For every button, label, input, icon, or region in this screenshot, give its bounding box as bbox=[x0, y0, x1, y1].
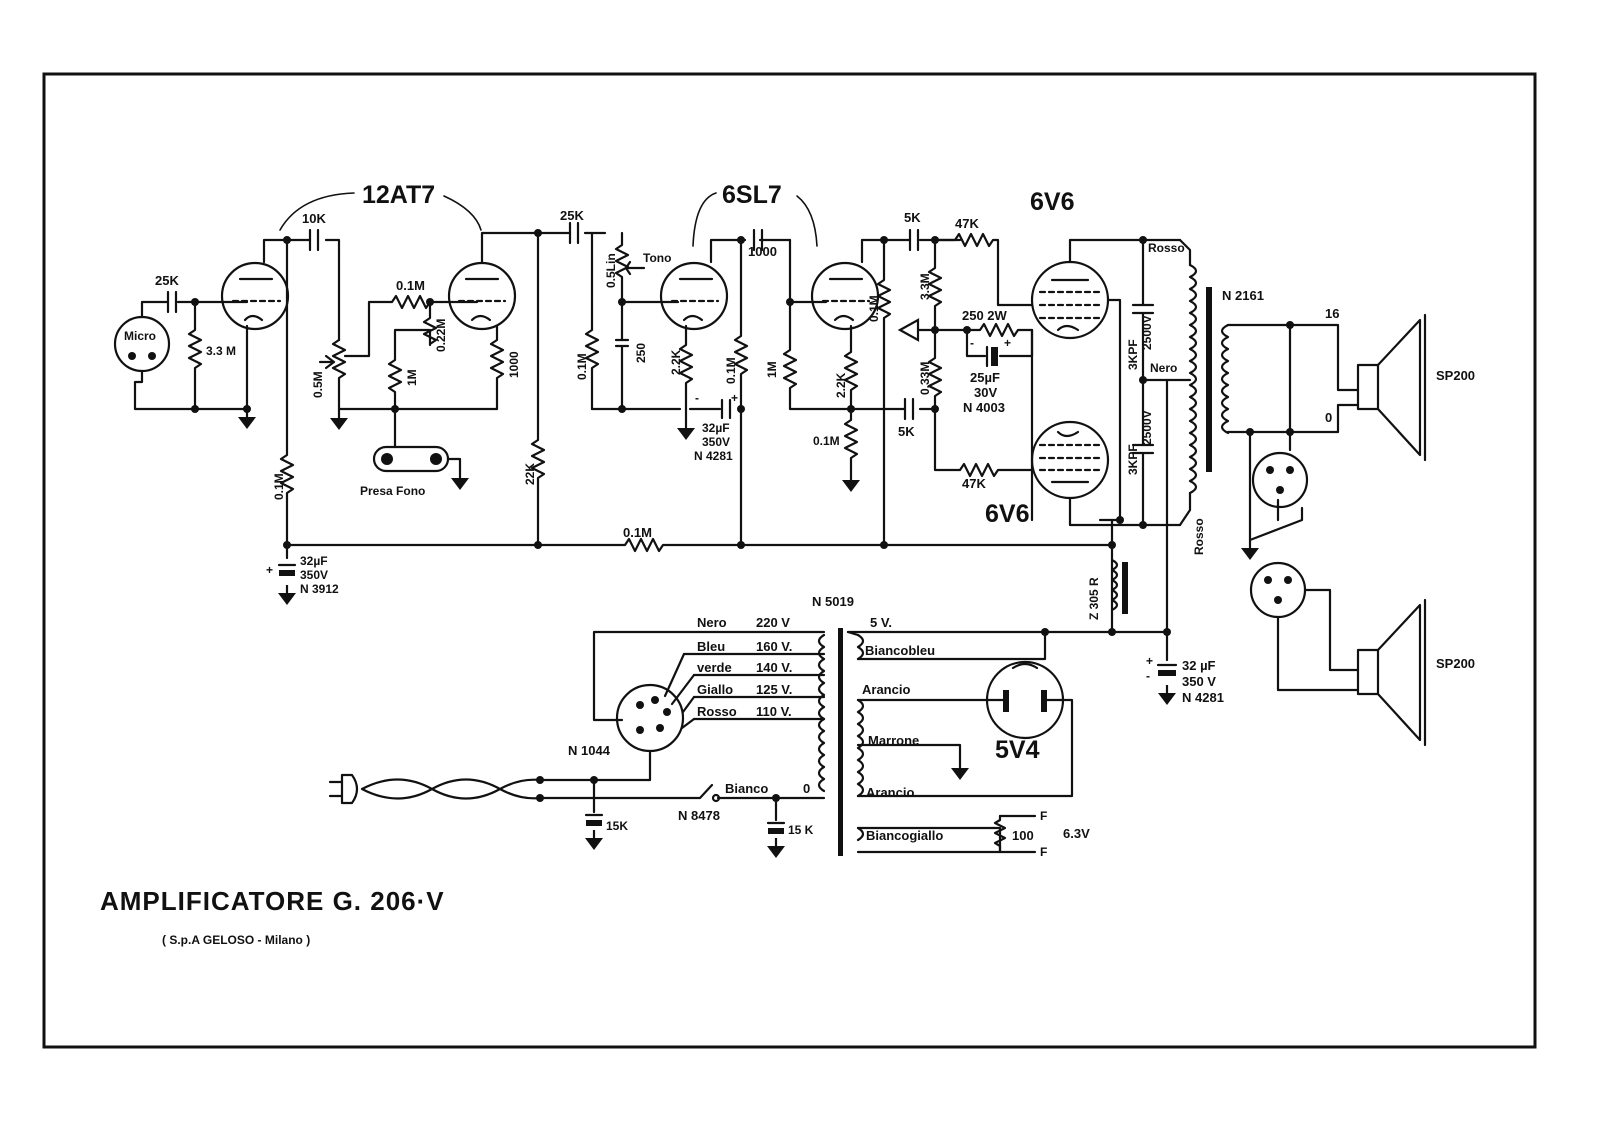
tap-bianco-v: 0 bbox=[803, 781, 811, 796]
cap-1000-label: 1000 bbox=[748, 244, 777, 259]
speaker-2-label: SP200 bbox=[1436, 656, 1476, 671]
tube-v1a bbox=[222, 263, 288, 329]
cap-5k-b-label: 5K bbox=[898, 424, 915, 439]
pot-0-5m-label: 0.5M bbox=[311, 371, 325, 398]
ground-symbol bbox=[451, 470, 469, 490]
cap-3kpf-a-volts: 2500V bbox=[1140, 315, 1154, 350]
ground-symbol bbox=[767, 838, 785, 858]
tube-6sl7-label: 6SL7 bbox=[722, 181, 782, 209]
line-filter-cap-a bbox=[586, 815, 602, 826]
cap-25k-b-label: 25K bbox=[560, 208, 584, 223]
plate-load-22k bbox=[532, 233, 544, 545]
filter-cap bbox=[1146, 654, 1176, 683]
tap-verde: verde bbox=[697, 660, 732, 675]
res-0-22m-label: 0.22M bbox=[434, 318, 448, 352]
grid-resistor-3-3m bbox=[189, 302, 201, 409]
res-0-1m-c-label: 0.1M bbox=[575, 353, 589, 380]
cap-32uf-b-volts: 350V bbox=[702, 435, 731, 449]
svg-text:-: - bbox=[1146, 669, 1150, 683]
res-2-2k-b-label: 2.2K bbox=[834, 372, 848, 398]
v1b-plate-wire bbox=[482, 233, 605, 262]
svg-text:+: + bbox=[1146, 654, 1154, 668]
speaker-2 bbox=[1358, 600, 1425, 745]
heater-f1: F bbox=[1040, 809, 1048, 823]
tap-giallo-v: 125 V. bbox=[756, 682, 793, 697]
sec-biancogiallo: Biancogiallo bbox=[866, 828, 944, 843]
v1a-plate-wire bbox=[264, 240, 339, 340]
decoupling-cap-2 bbox=[690, 391, 738, 418]
res-0-1m-d-label: 0.1M bbox=[724, 357, 738, 384]
res-250-2w-label: 250 2W bbox=[962, 308, 1007, 323]
filter-choke bbox=[1112, 560, 1128, 614]
speaker-socket-b bbox=[1251, 563, 1305, 617]
ot-secondary-wires bbox=[1228, 325, 1358, 520]
ot-out-0: 0 bbox=[1325, 410, 1333, 425]
res-1000-label: 1000 bbox=[507, 351, 521, 378]
ground-symbol bbox=[238, 409, 256, 429]
svg-text:-: - bbox=[970, 336, 974, 350]
ot-rosso-top: Rosso bbox=[1148, 241, 1185, 255]
res-1m-a-label: 1M bbox=[405, 369, 419, 386]
heater-f2: F bbox=[1040, 845, 1048, 859]
tube-12at7-label: 12AT7 bbox=[362, 181, 436, 209]
tube-v2a bbox=[661, 263, 727, 329]
cap-10k-label: 10K bbox=[302, 211, 326, 226]
ground-symbol bbox=[1158, 685, 1176, 705]
b-plus-rail bbox=[287, 539, 1112, 551]
svg-text:-: - bbox=[695, 391, 699, 405]
grid-stopper-47k-b bbox=[935, 409, 1032, 476]
power-transformer bbox=[819, 628, 863, 856]
svg-text:+: + bbox=[1004, 336, 1012, 350]
tap-bianco: Bianco bbox=[725, 781, 769, 796]
cap-3kpf-b-label: 3KPF bbox=[1126, 444, 1140, 475]
tap-bleu: Bleu bbox=[697, 639, 726, 654]
res-0-1m-e-label: 0.1M bbox=[867, 295, 881, 322]
cathode-bypass-cap bbox=[970, 336, 1011, 366]
res-100-label: 100 bbox=[1012, 828, 1034, 843]
cap-32uf-a-volts: 350V bbox=[300, 568, 329, 582]
speaker-1-label: SP200 bbox=[1436, 368, 1476, 383]
cap-filter-volts: 350 V bbox=[1182, 674, 1216, 689]
cap-filter-label: 32 µF bbox=[1182, 658, 1216, 673]
tap-rosso-v: 110 V. bbox=[756, 704, 792, 719]
micro-label: Micro bbox=[124, 329, 157, 343]
res-47k-b-label: 47K bbox=[962, 476, 986, 491]
cap-3kpf-a-label: 3KPF bbox=[1126, 339, 1140, 370]
cap-25uf-label: 25µF bbox=[970, 370, 1000, 385]
v1b-cathode-1000 bbox=[491, 326, 503, 409]
tube-v3 bbox=[1032, 262, 1108, 338]
ground-symbol bbox=[677, 420, 695, 440]
output-transformer-ref: N 2161 bbox=[1222, 288, 1264, 303]
plate-load-0-1m-v2b bbox=[878, 240, 890, 545]
tube-5v4-label: 5V4 bbox=[995, 736, 1040, 764]
tube-v1b bbox=[449, 263, 515, 329]
tube-6v6-a-label: 6V6 bbox=[1030, 188, 1075, 216]
coupling-cap-10k bbox=[310, 230, 318, 250]
choke-label: Z 305 R bbox=[1087, 577, 1101, 620]
res-0-1m-a-label: 0.1M bbox=[396, 278, 425, 293]
cap-5k-a-label: 5K bbox=[904, 210, 921, 225]
cap-3kpf-b-volts: 2500V bbox=[1140, 410, 1154, 445]
sec-marrone: Marrone bbox=[868, 733, 920, 748]
svg-text:+: + bbox=[731, 391, 739, 405]
cap-32uf-b-label: 32µF bbox=[702, 421, 730, 435]
tube-6sl7-arrow-b bbox=[797, 196, 817, 246]
wiper-to-v1b bbox=[345, 296, 477, 356]
res-1m-b-label: 1M bbox=[765, 361, 779, 378]
res-3-3m-label: 3.3 M bbox=[206, 344, 237, 358]
tone-label: Tono bbox=[643, 251, 672, 265]
cap-32uf-a-ref: N 3912 bbox=[300, 582, 339, 596]
bias-arrow bbox=[900, 320, 918, 340]
res-0-1m-label: 0.1M bbox=[272, 473, 286, 500]
input-coupling-cap bbox=[168, 292, 176, 312]
res-47k-a-label: 47K bbox=[955, 216, 979, 231]
res-0-1m-f-label: 0.1M bbox=[813, 434, 840, 448]
tap-verde-v: 140 V. bbox=[756, 660, 793, 675]
cap-32uf-a-label: 32µF bbox=[300, 554, 328, 568]
sec-arancio-1: Arancio bbox=[862, 682, 911, 697]
ground-symbol bbox=[1241, 540, 1259, 560]
cathode-resistor-250 bbox=[967, 324, 1032, 336]
ground-symbol bbox=[842, 472, 860, 492]
res-0-1m-line-label: 0.1M bbox=[623, 525, 652, 540]
ot-nero: Nero bbox=[1150, 361, 1178, 375]
tube-6sl7-arrow-a bbox=[693, 193, 716, 246]
phono-label: Presa Fono bbox=[360, 484, 426, 498]
coupling-cap-5k-b bbox=[905, 399, 913, 419]
decoupling-cap-1 bbox=[266, 563, 295, 577]
diagram-title: AMPLIFICATORE G. 206·V bbox=[100, 886, 445, 916]
tap-nero: Nero bbox=[697, 615, 727, 630]
tube-v4 bbox=[1032, 422, 1108, 498]
selector-ref: N 1044 bbox=[568, 743, 610, 758]
power-transformer-ref: N 5019 bbox=[812, 594, 854, 609]
ot-out-16: 16 bbox=[1325, 306, 1340, 321]
tap-rosso: Rosso bbox=[697, 704, 737, 719]
speaker-1 bbox=[1358, 315, 1425, 460]
cap-250-label: 250 bbox=[634, 342, 648, 363]
speaker-socket-a bbox=[1253, 453, 1307, 507]
tap-bleu-v: 160 V. bbox=[756, 639, 793, 654]
cap-25uf-ref: N 4003 bbox=[963, 400, 1005, 415]
switch-ref: N 8478 bbox=[678, 808, 720, 823]
cap-15k-b-label: 15 K bbox=[788, 823, 814, 837]
cap-filter-ref: N 4281 bbox=[1182, 690, 1224, 705]
mains-plug bbox=[330, 775, 540, 803]
ot-rosso-bottom: Rosso bbox=[1192, 518, 1206, 555]
tap-giallo: Giallo bbox=[697, 682, 734, 697]
tube-12at7-arrow-b bbox=[444, 196, 481, 230]
heater-voltage: 6.3V bbox=[1063, 826, 1090, 841]
v2b-cathode-0-1m bbox=[845, 409, 857, 472]
ground-symbol bbox=[585, 830, 603, 850]
cap-25uf-volts: 30V bbox=[974, 385, 998, 400]
cap-25k-label: 25K bbox=[155, 273, 179, 288]
manufacturer-note: ( S.p.A GELOSO - Milano ) bbox=[162, 933, 311, 947]
coupling-cap-5k-a bbox=[910, 230, 918, 250]
sec-5v-label: 5 V. bbox=[870, 615, 892, 630]
coupling-cap-25k bbox=[570, 223, 578, 243]
voltage-selector[interactable] bbox=[617, 685, 683, 751]
ground-symbol bbox=[330, 410, 348, 430]
sec-arancio-2: Arancio bbox=[866, 785, 915, 800]
grid-stopper-47k-a bbox=[935, 234, 1032, 305]
ground-symbol bbox=[278, 585, 296, 605]
line-filter-cap-b bbox=[768, 823, 784, 834]
tube-6v6-b-label: 6V6 bbox=[985, 500, 1030, 528]
phono-socket bbox=[374, 447, 448, 471]
cap-32uf-b-ref: N 4281 bbox=[694, 449, 733, 463]
volume-pot-0-5m bbox=[333, 340, 345, 410]
res-22k-label: 22K bbox=[523, 462, 537, 485]
pot-0-5lin-label: 0.5Lin bbox=[604, 253, 618, 288]
ground-symbol bbox=[951, 760, 969, 780]
microphone-socket bbox=[115, 317, 169, 371]
res-2-2k-a-label: 2.2K bbox=[669, 349, 683, 375]
res-3-3m-label: 3.3M bbox=[918, 273, 932, 300]
tap-nero-v: 220 V bbox=[756, 615, 790, 630]
svg-text:+: + bbox=[266, 563, 274, 577]
sec-biancobleu: Biancobleu bbox=[865, 643, 936, 658]
cap-15k-a-label: 15K bbox=[606, 819, 629, 833]
res-0-33m-label: 0.33M bbox=[918, 361, 932, 395]
phono-network bbox=[389, 302, 436, 409]
